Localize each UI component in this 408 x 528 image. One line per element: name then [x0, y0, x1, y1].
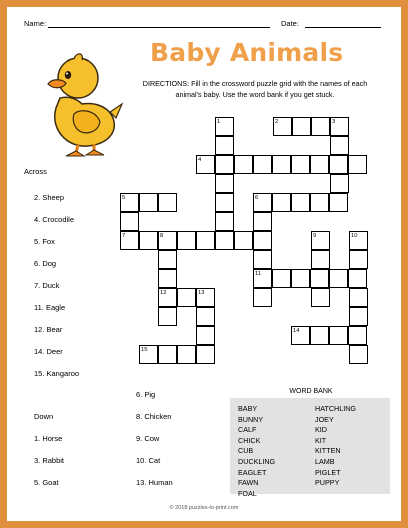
- grid-cell[interactable]: [177, 231, 196, 250]
- grid-cell[interactable]: [215, 155, 234, 174]
- grid-cell[interactable]: [158, 307, 177, 326]
- grid-number: 13: [198, 290, 205, 296]
- grid-cell[interactable]: [272, 193, 291, 212]
- grid-cell[interactable]: [329, 269, 348, 288]
- grid-cell[interactable]: [349, 250, 368, 269]
- grid-cell[interactable]: [253, 212, 272, 231]
- word-bank-word: BUNNY: [238, 414, 264, 424]
- grid-cell[interactable]: [215, 136, 234, 155]
- word-bank-word: PUPPY: [315, 478, 340, 488]
- grid-number: 8: [160, 233, 164, 239]
- grid-number: 3: [332, 119, 336, 125]
- grid-cell[interactable]: [349, 307, 368, 326]
- grid-cell[interactable]: [253, 231, 272, 250]
- grid-cell[interactable]: [272, 269, 291, 288]
- page-title: Baby Animals: [150, 38, 344, 67]
- word-bank-word: PIGLET: [315, 467, 341, 477]
- copyright-footer: © 2018 puzzles-to-print.com: [169, 505, 239, 511]
- word-bank-word: CHICK: [238, 435, 261, 445]
- grid-cell[interactable]: [348, 269, 367, 288]
- grid-cell[interactable]: [196, 307, 215, 326]
- clue-item: 13. Human: [136, 478, 173, 487]
- word-bank-word: CALF: [238, 425, 257, 435]
- grid-cell[interactable]: [139, 231, 158, 250]
- grid-cell[interactable]: [120, 212, 139, 231]
- clue-item: 6. Pig: [136, 390, 156, 399]
- grid-cell[interactable]: [348, 155, 367, 174]
- grid-cell[interactable]: [158, 193, 177, 212]
- grid-cell[interactable]: [329, 193, 348, 212]
- grid-number: 15: [141, 347, 148, 353]
- grid-cell[interactable]: [196, 345, 215, 364]
- grid-number: 14: [293, 328, 300, 334]
- clue-item: 15. Kangaroo: [34, 369, 80, 378]
- grid-cell[interactable]: [330, 174, 349, 193]
- word-bank-word: LAMB: [315, 456, 335, 466]
- directions-text: DIRECTIONS: Fill in the crossword puzzle grid with the names of each animal's baby. Use the word bank if you get stuck.: [142, 79, 368, 99]
- across-heading: Across: [24, 167, 47, 176]
- grid-cell[interactable]: [310, 326, 329, 345]
- date-label: Date:: [281, 19, 299, 28]
- word-bank-word: KIT: [315, 435, 327, 445]
- grid-cell[interactable]: [177, 345, 196, 364]
- word-bank-word: KID: [315, 425, 327, 435]
- clue-item: 5. Fox: [34, 237, 55, 246]
- word-bank-word: DUCKLING: [238, 456, 276, 466]
- grid-cell[interactable]: [311, 288, 330, 307]
- grid-cell[interactable]: [349, 345, 368, 364]
- grid-number: 6: [255, 195, 259, 201]
- clue-item: 5. Goat: [34, 478, 59, 487]
- grid-cell[interactable]: [330, 136, 349, 155]
- word-bank: [230, 398, 390, 498]
- grid-cell[interactable]: [348, 326, 367, 345]
- grid-cell[interactable]: [253, 288, 272, 307]
- word-bank-word: FAWN: [238, 478, 259, 488]
- grid-cell[interactable]: [349, 288, 368, 307]
- grid-cell[interactable]: [234, 231, 253, 250]
- grid-cell[interactable]: [291, 269, 310, 288]
- word-bank-word: EAGLET: [238, 467, 267, 477]
- grid-number: 7: [122, 233, 126, 239]
- clue-item: 12. Bear: [34, 325, 63, 334]
- grid-cell[interactable]: [253, 250, 272, 269]
- grid-number: 2: [275, 119, 279, 125]
- grid-number: 10: [351, 233, 358, 239]
- grid-cell[interactable]: [310, 193, 329, 212]
- word-bank-word: KITTEN: [315, 446, 341, 456]
- grid-cell[interactable]: [329, 326, 348, 345]
- word-bank-word: JOEY: [315, 414, 334, 424]
- down-heading: Down: [34, 412, 54, 421]
- word-bank-column-1: [238, 404, 275, 499]
- grid-cell[interactable]: [310, 155, 329, 174]
- grid-cell[interactable]: [272, 155, 291, 174]
- grid-cell[interactable]: [310, 269, 329, 288]
- grid-cell[interactable]: [311, 117, 330, 136]
- grid-number: 5: [122, 195, 126, 201]
- grid-number: 4: [198, 157, 202, 163]
- clue-item: 14. Deer: [34, 347, 63, 356]
- grid-number: 12: [160, 290, 167, 296]
- grid-cell[interactable]: [215, 212, 234, 231]
- grid-cell[interactable]: [329, 155, 348, 174]
- grid-number: 9: [313, 233, 317, 239]
- grid-cell[interactable]: [215, 174, 234, 193]
- grid-cell[interactable]: [158, 250, 177, 269]
- grid-cell[interactable]: [253, 155, 272, 174]
- grid-cell[interactable]: [196, 326, 215, 345]
- word-bank-word: CUB: [238, 446, 254, 456]
- clue-item: 6. Dog: [34, 259, 57, 268]
- grid-cell[interactable]: [158, 269, 177, 288]
- grid-cell[interactable]: [158, 345, 177, 364]
- clue-item: 11. Eagle: [34, 303, 66, 312]
- grid-cell[interactable]: [139, 193, 158, 212]
- grid-cell[interactable]: [311, 250, 330, 269]
- grid-cell[interactable]: [292, 117, 311, 136]
- clue-item: 3. Rabbit: [34, 456, 65, 465]
- clue-item: 7. Duck: [34, 281, 60, 290]
- clue-item: 1. Horse: [34, 434, 63, 443]
- clue-item: 2. Sheep: [34, 193, 65, 202]
- word-bank-title: WORD BANK: [289, 388, 333, 395]
- grid-cell[interactable]: [196, 231, 215, 250]
- name-label: Name:: [24, 19, 47, 28]
- grid-cell[interactable]: [215, 193, 234, 212]
- grid-cell[interactable]: [291, 155, 310, 174]
- grid-cell[interactable]: [234, 155, 253, 174]
- grid-number: 11: [255, 271, 262, 277]
- word-bank-word: FOAL: [238, 488, 257, 498]
- word-bank-column-2: [315, 404, 356, 489]
- clue-item: 10. Cat: [136, 456, 161, 465]
- grid-number: 1: [217, 119, 221, 125]
- grid-cell[interactable]: [291, 193, 310, 212]
- clue-item: 8. Chicken: [136, 412, 172, 421]
- clue-item: 4. Crocodile: [34, 215, 75, 224]
- word-bank-word: BABY: [238, 404, 258, 413]
- grid-cell[interactable]: [215, 231, 234, 250]
- clue-item: 9. Cow: [136, 434, 160, 443]
- grid-cell[interactable]: [177, 288, 196, 307]
- word-bank-word: HATCHLING: [315, 404, 356, 413]
